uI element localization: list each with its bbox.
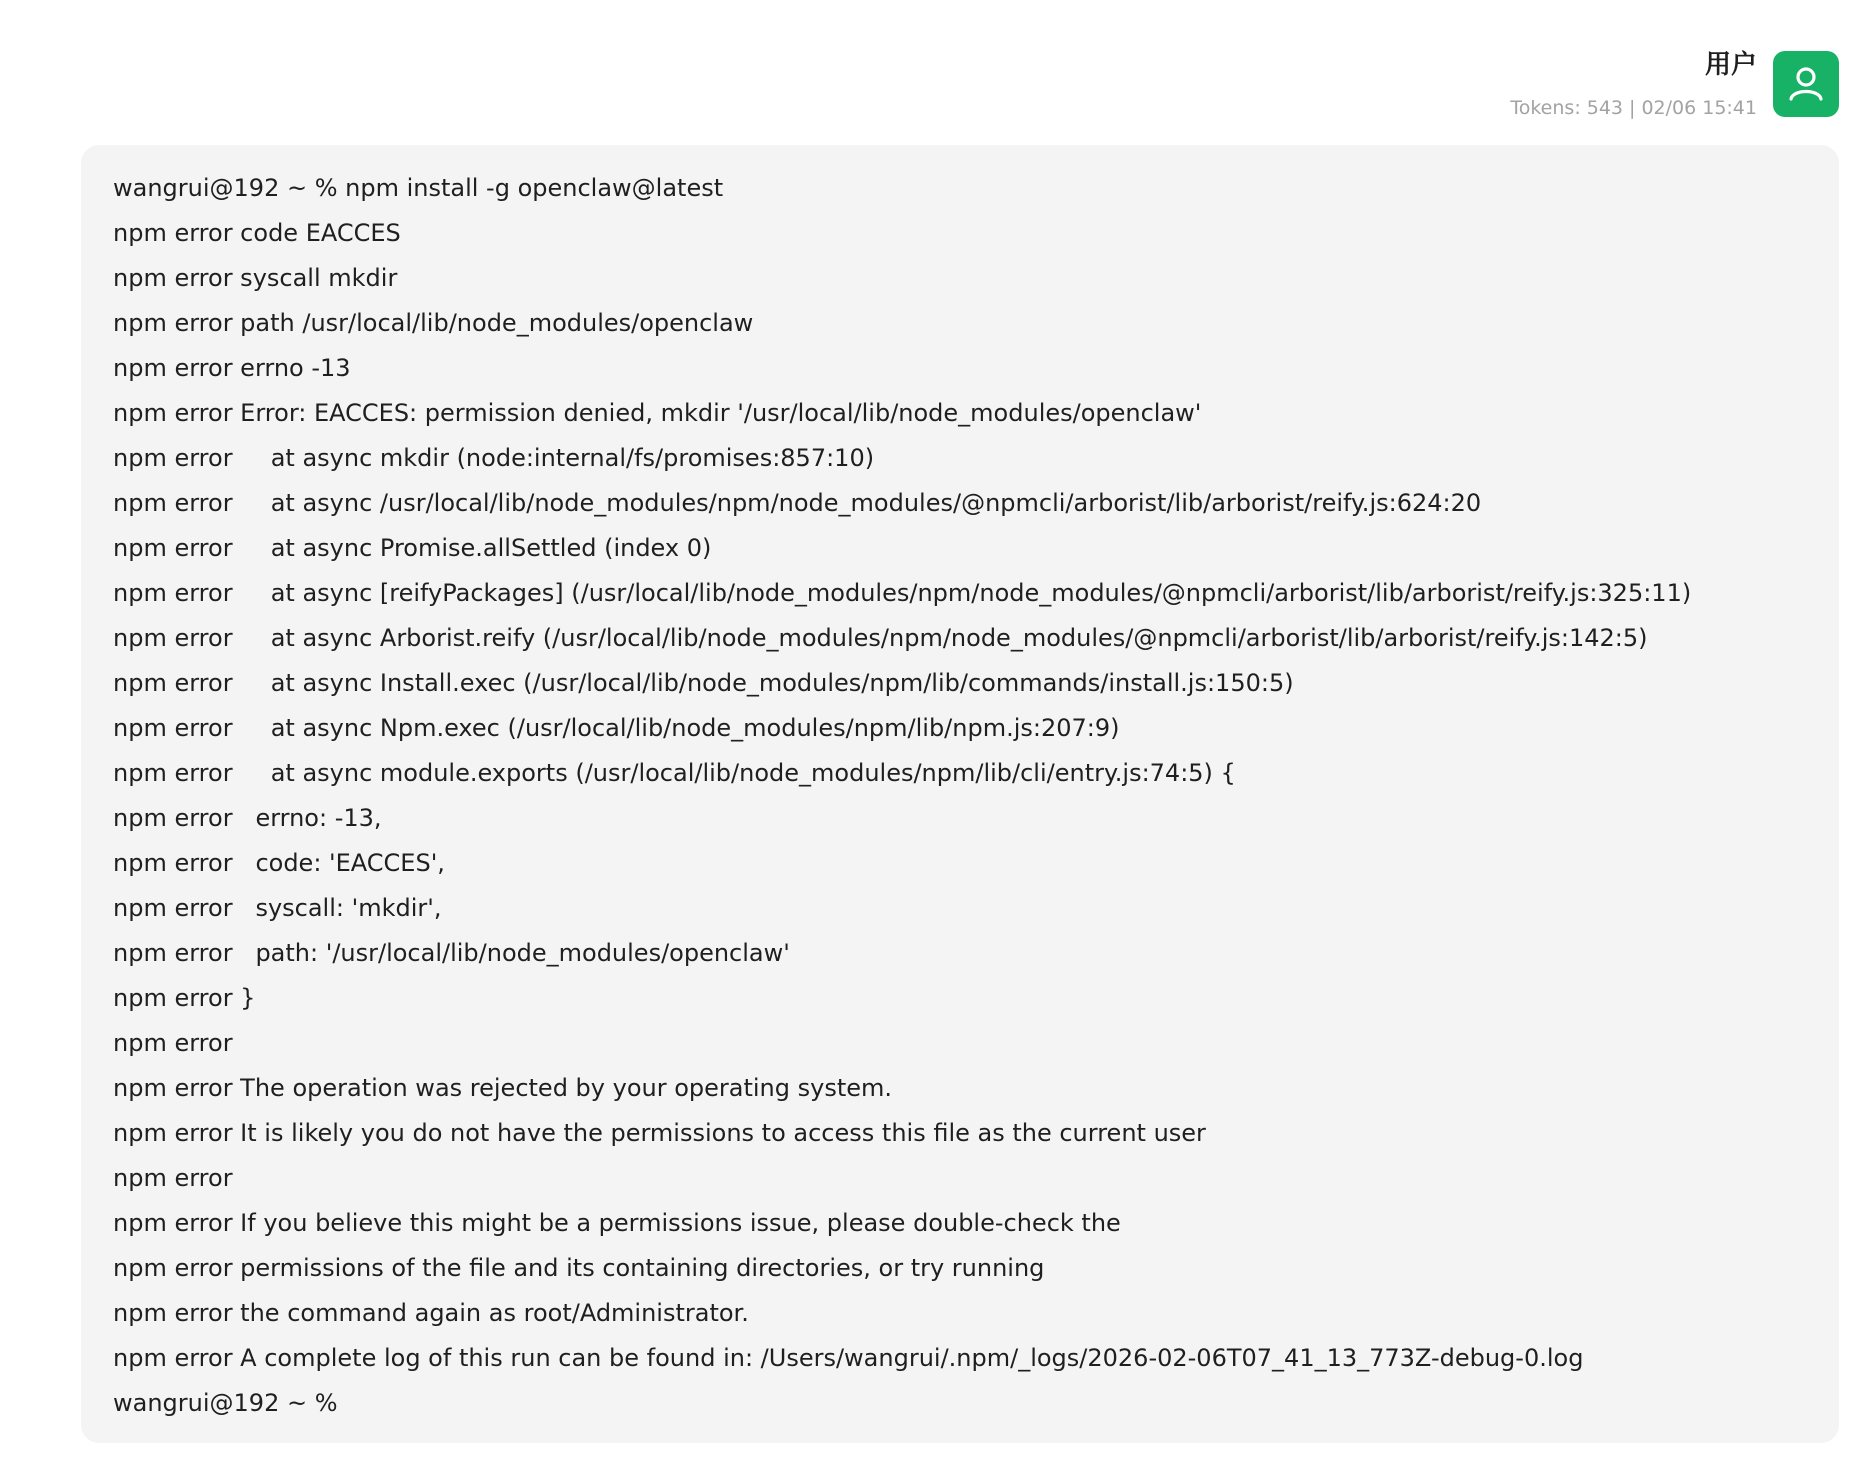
avatar[interactable]: [1773, 51, 1839, 117]
token-count: Tokens: 543: [1510, 97, 1624, 119]
message-timestamp: 02/06 15:41: [1641, 97, 1757, 119]
sender-name: 用户: [1704, 50, 1757, 80]
terminal-output: wangrui@192 ~ % npm install -g openclaw@latest npm error code EACCES npm error syscall mkdir npm error path /usr/local/lib/node_modules/openclaw npm error errno -13 npm error Error: EACCES: permission denied, mkdir '/usr/local/lib/node_modules/openclaw' npm error at async mkdir (node:internal/fs/promises:857:10) npm error at async /usr/local/lib/node_modules/npm/node_modules/@npmcli/arborist/lib/arborist/reify.js:624:20 npm error at async Promise.allSettled (index 0) npm error at async [reifyPackages] (/usr/local/lib/node_modules/npm/node_modules/@npmcli/arborist/lib/arborist/reify.js:325:11) npm error at async Arborist.reify (/usr/local/lib/node_modules/npm/node_modules/@npmcli/arborist/lib/arborist/reify.js:142:5) npm error at async Install.exec (/usr/local/lib/node_modules/npm/lib/commands/install.js:150:5) npm error at async Npm.exec (/usr/local/lib/node_modules/npm/lib/npm.js:207:9) npm error at async module.exports (/usr/local/lib/node_modules/npm/lib/cli/entry.js:74:5) { npm error errno: -13, npm error code: 'EACCES', npm error syscall: 'mkdir', npm error path: '/usr/local/lib/node_modules/openclaw' npm error } npm error npm error The operation was rejected by your operating system. npm error It is likely you do not have the permissions to access this file as the current user npm error npm error If you believe this might be a permissions issue, please double-check the npm error permissions of the file and its containing directories, or try running npm error the command again as root/Administrator. npm error A complete log of this run can be found in: /Users/wangrui/.npm/_logs/2026-02-06T07_41_13_773Z-debug-0.log wangrui@192 ~ %: [113, 174, 1692, 1417]
user-icon: [1784, 62, 1828, 106]
message-bubble: [81, 145, 1839, 1443]
message-meta: [1510, 96, 1757, 120]
meta-separator: |: [1629, 97, 1636, 119]
